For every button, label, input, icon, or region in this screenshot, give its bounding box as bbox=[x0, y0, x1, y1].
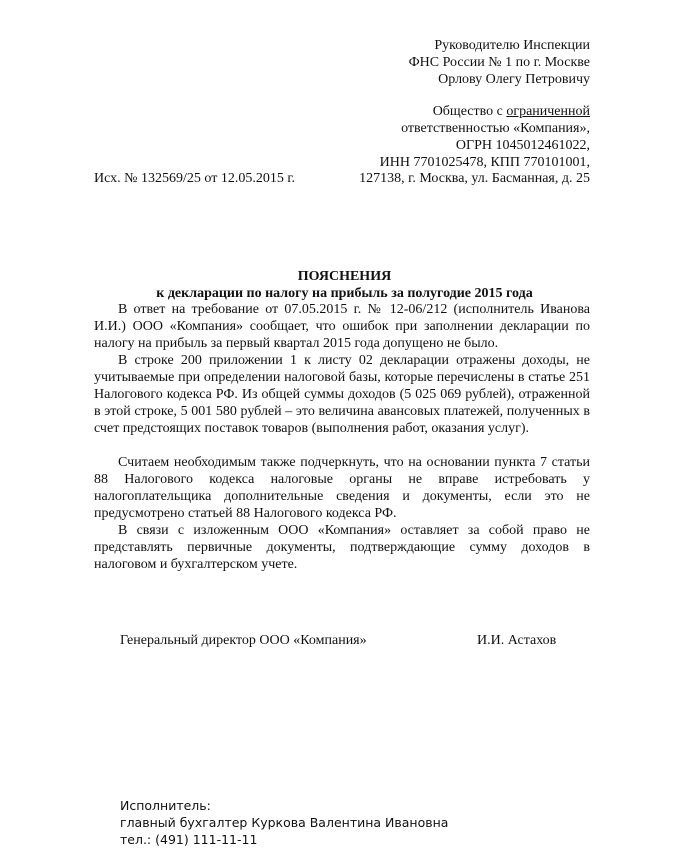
addressee-line-2: ФНС России № 1 по г. Москве bbox=[408, 55, 590, 70]
executor-phone: тел.: (491) 111-11-11 bbox=[120, 832, 258, 847]
addressee-line-3: Орлову Олегу Петровичу bbox=[438, 72, 590, 87]
sender-line-3: ОГРН 1045012461022, bbox=[455, 138, 590, 153]
paragraph-3: Считаем необходимым также подчеркнуть, что на основании пункта 7 статьи 88 Налогового кодекса налоговые органы не вправе истребовать у налогоплательщика дополнительные сведения и документы, если это не предусмотрено статьей 88 Налогового кодекса РФ. bbox=[94, 455, 590, 521]
sender-line-1 bbox=[340, 103, 590, 120]
addressee-line-1: Руководителю Инспекции bbox=[434, 38, 590, 53]
document-title: ПОЯСНЕНИЯ bbox=[297, 269, 392, 284]
executor-person: главный бухгалтер Куркова Валентина Ивановна bbox=[120, 815, 449, 830]
executor-label: Исполнитель: bbox=[120, 798, 211, 813]
signature-name: И.И. Астахов bbox=[477, 633, 557, 648]
sender-line-1-underlined: ограниченной bbox=[506, 104, 590, 119]
document-subtitle: к декларации по налогу на прибыль за полугодие 2015 года bbox=[156, 286, 533, 301]
paragraph-4: В связи с изложенным ООО «Компания» оставляет за собой право не представлять первичные документы, подтверждающие сумму доходов в налоговом и бухгалтерском учете. bbox=[94, 523, 590, 572]
sender-line-4: ИНН 7701025478, КПП 770101001, bbox=[379, 155, 590, 170]
sender-line-5: 127138, г. Москва, ул. Басманная, д. 25 bbox=[359, 171, 590, 186]
sender-line-2: ответственностью «Компания», bbox=[401, 121, 590, 136]
signature-position: Генеральный директор ООО «Компания» bbox=[120, 633, 367, 648]
sender-line-1-text: Общество с bbox=[432, 104, 507, 119]
paragraph-1: В ответ на требование от 07.05.2015 г. № 12-06/212 (исполнитель Иванова И.И.) ООО «Компания» сообщает, что ошибок при заполнении декларации по налогу на прибыль за первый квартал 2015 года допущено не было. bbox=[94, 302, 590, 351]
paragraph-2: В строке 200 приложении 1 к листу 02 декларации отражены доходы, не учитываемые при определении налоговой базы, которые перечислены в статье 251 Налогового кодекса РФ. Из общей суммы доходов (5 025 069 рублей), отраженной в этой строке, 5 001 580 рублей – это величина авансовых платежей, полученных в счет предстоящих поставок товаров (выполнения работ, оказания услуг). bbox=[94, 353, 590, 436]
outgoing-number: Исх. № 132569/25 от 12.05.2015 г. bbox=[94, 171, 295, 186]
